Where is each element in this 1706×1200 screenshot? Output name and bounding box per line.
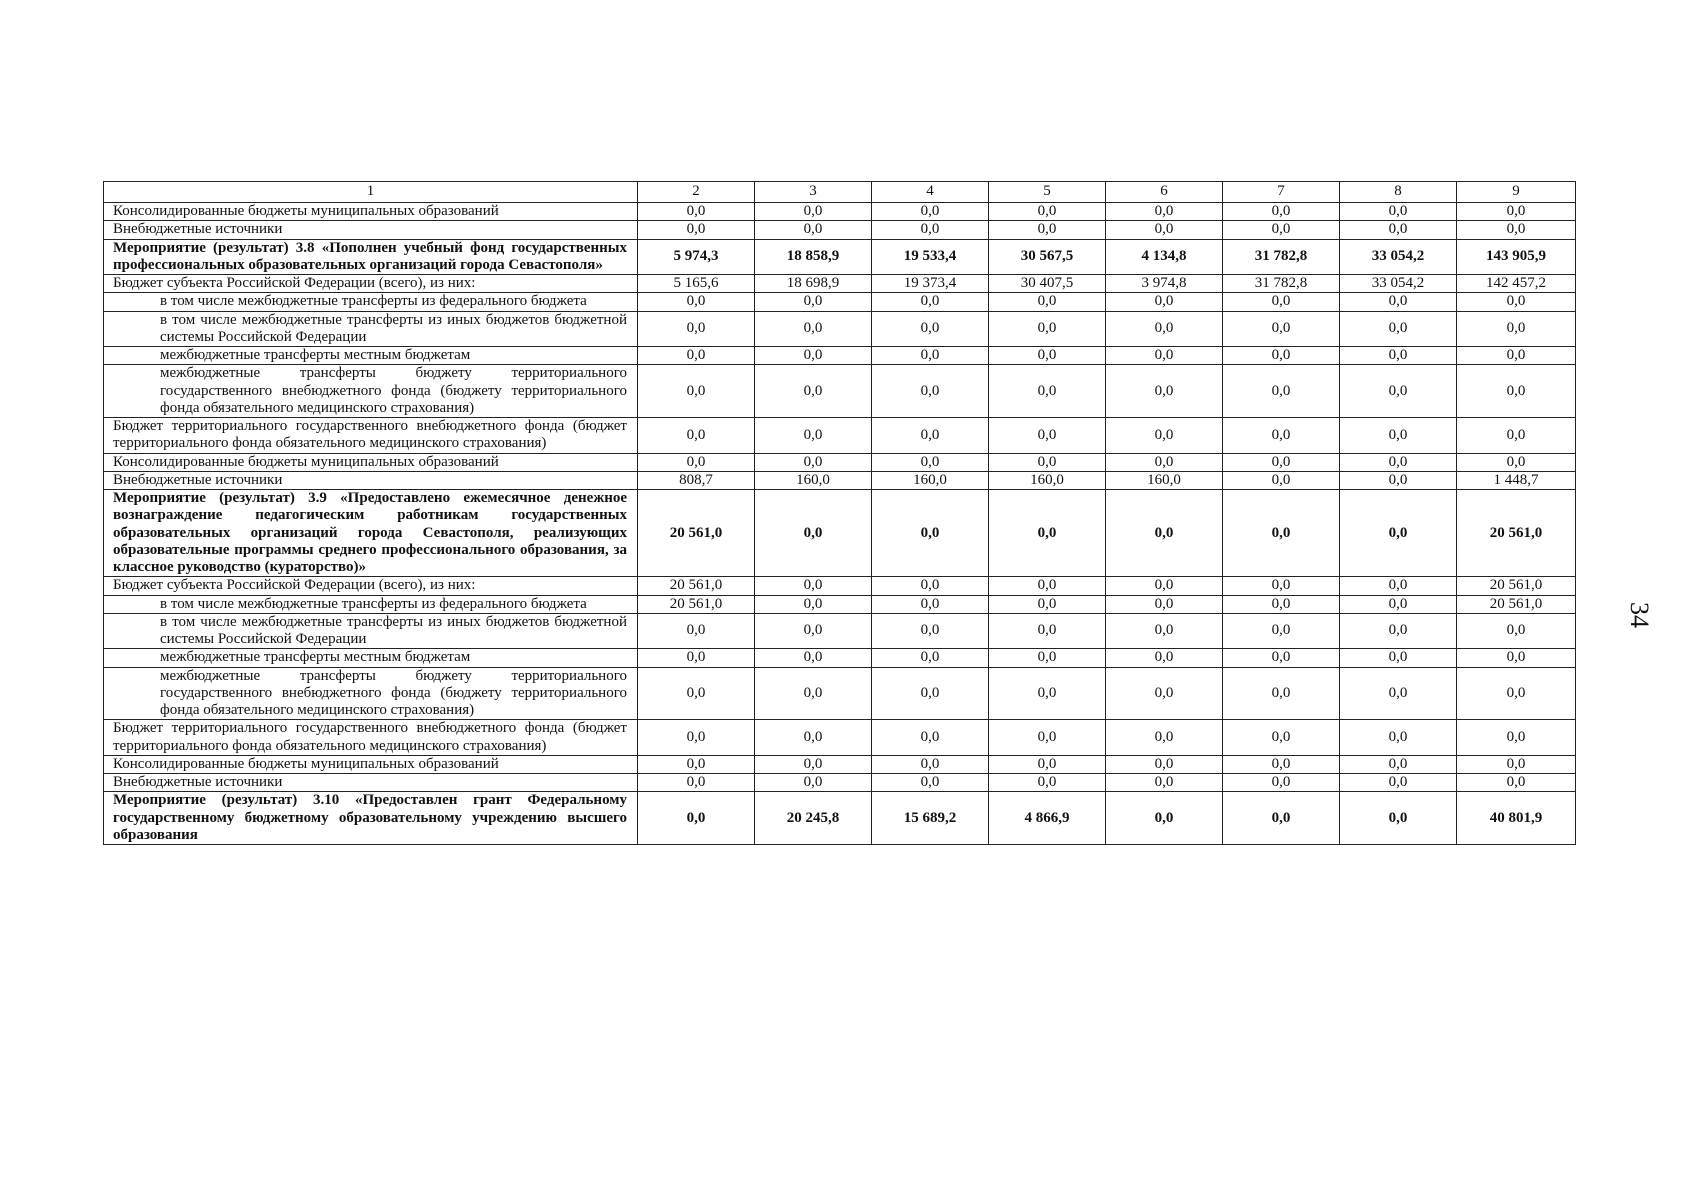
- value-cell: 0,0: [1457, 613, 1576, 649]
- value-cell: 15 689,2: [872, 792, 989, 845]
- value-cell: 0,0: [638, 667, 755, 720]
- value-cell: 0,0: [872, 613, 989, 649]
- value-cell: 0,0: [1106, 293, 1223, 311]
- value-cell: 160,0: [872, 471, 989, 489]
- table-row: [104, 490, 1576, 577]
- row-label: Внебюджетные источники: [104, 774, 638, 792]
- value-cell: 0,0: [989, 221, 1106, 239]
- value-cell: 0,0: [1340, 667, 1457, 720]
- value-cell: 0,0: [1106, 577, 1223, 595]
- value-cell: 0,0: [1223, 755, 1340, 773]
- value-cell: 0,0: [1223, 418, 1340, 454]
- value-cell: 808,7: [638, 471, 755, 489]
- row-label: Бюджет территориального государственного внебюджетного фонда (бюджет территориального фонда обязательного медицинского страхования): [104, 720, 638, 756]
- row-label: Консолидированные бюджеты муниципальных образований: [104, 203, 638, 221]
- value-cell: 0,0: [1457, 347, 1576, 365]
- value-cell: 0,0: [872, 347, 989, 365]
- row-label: Внебюджетные источники: [104, 471, 638, 489]
- value-cell: 0,0: [638, 755, 755, 773]
- value-cell: 20 561,0: [638, 595, 755, 613]
- value-cell: 0,0: [872, 203, 989, 221]
- value-cell: 0,0: [989, 293, 1106, 311]
- value-cell: 0,0: [755, 418, 872, 454]
- value-cell: 0,0: [1457, 667, 1576, 720]
- value-cell: 0,0: [1223, 471, 1340, 489]
- value-cell: 30 407,5: [989, 275, 1106, 293]
- value-cell: 0,0: [1340, 471, 1457, 489]
- value-cell: 0,0: [872, 595, 989, 613]
- value-cell: 0,0: [872, 453, 989, 471]
- column-number-8: 8: [1340, 182, 1457, 203]
- value-cell: 20 245,8: [755, 792, 872, 845]
- table-row: [104, 347, 1576, 365]
- value-cell: 20 561,0: [638, 577, 755, 595]
- value-cell: 0,0: [1340, 293, 1457, 311]
- budget-table: [103, 181, 1576, 845]
- value-cell: 0,0: [755, 649, 872, 667]
- value-cell: 0,0: [1223, 667, 1340, 720]
- value-cell: 0,0: [872, 311, 989, 347]
- column-number-1: 1: [104, 182, 638, 203]
- table-row: [104, 755, 1576, 773]
- value-cell: 0,0: [1340, 365, 1457, 418]
- table-row: [104, 649, 1576, 667]
- value-cell: 0,0: [1457, 720, 1576, 756]
- value-cell: 0,0: [1223, 365, 1340, 418]
- value-cell: 5 974,3: [638, 239, 755, 275]
- header-row: [104, 182, 1576, 203]
- row-label: межбюджетные трансферты местным бюджетам: [104, 347, 638, 365]
- value-cell: 0,0: [1457, 755, 1576, 773]
- value-cell: 20 561,0: [1457, 490, 1576, 577]
- value-cell: 0,0: [1340, 311, 1457, 347]
- page-number: 34: [1625, 602, 1654, 628]
- value-cell: 0,0: [1457, 221, 1576, 239]
- value-cell: 0,0: [755, 221, 872, 239]
- value-cell: 0,0: [1223, 293, 1340, 311]
- row-label: межбюджетные трансферты местным бюджетам: [104, 649, 638, 667]
- row-label: в том числе межбюджетные трансферты из иных бюджетов бюджетной системы Российской Федерации: [104, 613, 638, 649]
- value-cell: 0,0: [638, 203, 755, 221]
- value-cell: 0,0: [1106, 755, 1223, 773]
- value-cell: 0,0: [1223, 595, 1340, 613]
- value-cell: 20 561,0: [1457, 577, 1576, 595]
- column-number-6: 6: [1106, 182, 1223, 203]
- table-row: [104, 203, 1576, 221]
- table-row: [104, 293, 1576, 311]
- value-cell: 0,0: [1106, 667, 1223, 720]
- value-cell: 0,0: [872, 577, 989, 595]
- value-cell: 0,0: [638, 365, 755, 418]
- value-cell: 0,0: [755, 203, 872, 221]
- value-cell: 3 974,8: [1106, 275, 1223, 293]
- value-cell: 0,0: [1106, 720, 1223, 756]
- value-cell: 0,0: [872, 490, 989, 577]
- table-row: [104, 453, 1576, 471]
- table-row: [104, 613, 1576, 649]
- value-cell: 0,0: [1106, 203, 1223, 221]
- value-cell: 0,0: [872, 667, 989, 720]
- value-cell: 0,0: [872, 649, 989, 667]
- value-cell: 0,0: [755, 774, 872, 792]
- table-row: [104, 418, 1576, 454]
- row-label: Мероприятие (результат) 3.10 «Предоставлен грант Федеральному государственному бюджетному образовательному учреждению высшего образования: [104, 792, 638, 845]
- table-row: [104, 577, 1576, 595]
- value-cell: 0,0: [1457, 293, 1576, 311]
- value-cell: 0,0: [1106, 418, 1223, 454]
- value-cell: 0,0: [1223, 347, 1340, 365]
- table-row: [104, 365, 1576, 418]
- value-cell: 0,0: [989, 418, 1106, 454]
- value-cell: 0,0: [989, 595, 1106, 613]
- table-row: [104, 275, 1576, 293]
- value-cell: 20 561,0: [638, 490, 755, 577]
- value-cell: 0,0: [1457, 365, 1576, 418]
- value-cell: 0,0: [755, 293, 872, 311]
- value-cell: 0,0: [1223, 774, 1340, 792]
- value-cell: 0,0: [989, 365, 1106, 418]
- value-cell: 0,0: [638, 720, 755, 756]
- value-cell: 0,0: [1340, 221, 1457, 239]
- value-cell: 0,0: [872, 293, 989, 311]
- value-cell: 19 373,4: [872, 275, 989, 293]
- value-cell: 33 054,2: [1340, 275, 1457, 293]
- value-cell: 0,0: [1340, 720, 1457, 756]
- value-cell: 0,0: [989, 755, 1106, 773]
- value-cell: 0,0: [1457, 203, 1576, 221]
- row-label: в том числе межбюджетные трансферты из федерального бюджета: [104, 293, 638, 311]
- row-label: Бюджет территориального государственного внебюджетного фонда (бюджет территориального фонда обязательного медицинского страхования): [104, 418, 638, 454]
- row-label: в том числе межбюджетные трансферты из иных бюджетов бюджетной системы Российской Федерации: [104, 311, 638, 347]
- value-cell: 0,0: [1340, 755, 1457, 773]
- value-cell: 0,0: [1223, 221, 1340, 239]
- value-cell: 0,0: [638, 221, 755, 239]
- value-cell: 0,0: [1457, 418, 1576, 454]
- value-cell: 0,0: [755, 720, 872, 756]
- value-cell: 0,0: [638, 774, 755, 792]
- value-cell: 0,0: [1106, 595, 1223, 613]
- value-cell: 0,0: [872, 755, 989, 773]
- value-cell: 0,0: [755, 613, 872, 649]
- value-cell: 0,0: [1223, 311, 1340, 347]
- value-cell: 0,0: [989, 577, 1106, 595]
- value-cell: 0,0: [1457, 453, 1576, 471]
- value-cell: 31 782,8: [1223, 239, 1340, 275]
- value-cell: 0,0: [1340, 577, 1457, 595]
- value-cell: 0,0: [1223, 490, 1340, 577]
- value-cell: 0,0: [1106, 490, 1223, 577]
- table-row: [104, 311, 1576, 347]
- value-cell: 0,0: [1223, 203, 1340, 221]
- value-cell: 0,0: [1106, 311, 1223, 347]
- value-cell: 0,0: [989, 613, 1106, 649]
- value-cell: 0,0: [872, 720, 989, 756]
- value-cell: 0,0: [1223, 453, 1340, 471]
- table-row: [104, 720, 1576, 756]
- value-cell: 0,0: [1340, 792, 1457, 845]
- row-label: Внебюджетные источники: [104, 221, 638, 239]
- value-cell: 0,0: [638, 347, 755, 365]
- value-cell: 0,0: [1106, 453, 1223, 471]
- column-number-9: 9: [1457, 182, 1576, 203]
- column-number-7: 7: [1223, 182, 1340, 203]
- table-body: [104, 182, 1576, 845]
- value-cell: 0,0: [1106, 792, 1223, 845]
- value-cell: 160,0: [755, 471, 872, 489]
- value-cell: 160,0: [989, 471, 1106, 489]
- value-cell: 143 905,9: [1457, 239, 1576, 275]
- value-cell: 33 054,2: [1340, 239, 1457, 275]
- value-cell: 0,0: [638, 792, 755, 845]
- value-cell: 0,0: [638, 418, 755, 454]
- column-number-5: 5: [989, 182, 1106, 203]
- value-cell: 0,0: [1223, 649, 1340, 667]
- value-cell: 0,0: [989, 311, 1106, 347]
- value-cell: 160,0: [1106, 471, 1223, 489]
- value-cell: 0,0: [755, 365, 872, 418]
- value-cell: 0,0: [1223, 613, 1340, 649]
- value-cell: 0,0: [1340, 490, 1457, 577]
- row-label: в том числе межбюджетные трансферты из федерального бюджета: [104, 595, 638, 613]
- value-cell: 0,0: [1340, 595, 1457, 613]
- value-cell: 4 134,8: [1106, 239, 1223, 275]
- value-cell: 0,0: [755, 667, 872, 720]
- value-cell: 0,0: [1340, 774, 1457, 792]
- column-number-3: 3: [755, 182, 872, 203]
- value-cell: 0,0: [989, 720, 1106, 756]
- value-cell: 0,0: [755, 453, 872, 471]
- value-cell: 0,0: [1106, 774, 1223, 792]
- value-cell: 0,0: [638, 293, 755, 311]
- table-row: [104, 595, 1576, 613]
- value-cell: 0,0: [755, 311, 872, 347]
- row-label: Мероприятие (результат) 3.9 «Предоставлено ежемесячное денежное вознаграждение педагогическим работникам государственных образовательных организаций города Севастополя, реализующих образовательные программы среднего профессионального образования, за классное руководство (кураторство)»: [104, 490, 638, 577]
- value-cell: 0,0: [755, 755, 872, 773]
- value-cell: 40 801,9: [1457, 792, 1576, 845]
- value-cell: 19 533,4: [872, 239, 989, 275]
- column-number-4: 4: [872, 182, 989, 203]
- column-number-2: 2: [638, 182, 755, 203]
- value-cell: 0,0: [755, 490, 872, 577]
- row-label: межбюджетные трансферты бюджету территориального государственного внебюджетного фонда (бюджету территориального фонда обязательного медицинского страхования): [104, 667, 638, 720]
- value-cell: 0,0: [1106, 613, 1223, 649]
- value-cell: 0,0: [989, 649, 1106, 667]
- row-label: Консолидированные бюджеты муниципальных образований: [104, 755, 638, 773]
- value-cell: 0,0: [1106, 365, 1223, 418]
- value-cell: 0,0: [1106, 649, 1223, 667]
- value-cell: 0,0: [872, 221, 989, 239]
- table-row: [104, 239, 1576, 275]
- value-cell: 18 858,9: [755, 239, 872, 275]
- value-cell: 0,0: [638, 311, 755, 347]
- value-cell: 142 457,2: [1457, 275, 1576, 293]
- table-row: [104, 774, 1576, 792]
- value-cell: 0,0: [1106, 347, 1223, 365]
- value-cell: 5 165,6: [638, 275, 755, 293]
- value-cell: 18 698,9: [755, 275, 872, 293]
- value-cell: 1 448,7: [1457, 471, 1576, 489]
- value-cell: 0,0: [1457, 774, 1576, 792]
- value-cell: 0,0: [1223, 720, 1340, 756]
- table-row: [104, 221, 1576, 239]
- value-cell: 0,0: [989, 490, 1106, 577]
- value-cell: 0,0: [1340, 203, 1457, 221]
- value-cell: 0,0: [1340, 347, 1457, 365]
- value-cell: 0,0: [872, 774, 989, 792]
- value-cell: 20 561,0: [1457, 595, 1576, 613]
- value-cell: 0,0: [872, 365, 989, 418]
- value-cell: 0,0: [1340, 613, 1457, 649]
- value-cell: 30 567,5: [989, 239, 1106, 275]
- row-label: Консолидированные бюджеты муниципальных образований: [104, 453, 638, 471]
- row-label: Бюджет субъекта Российской Федерации (всего), из них:: [104, 577, 638, 595]
- value-cell: 0,0: [638, 649, 755, 667]
- value-cell: 0,0: [1340, 418, 1457, 454]
- value-cell: 0,0: [1223, 577, 1340, 595]
- value-cell: 0,0: [638, 613, 755, 649]
- value-cell: 0,0: [1457, 311, 1576, 347]
- value-cell: 0,0: [989, 203, 1106, 221]
- value-cell: 0,0: [1340, 649, 1457, 667]
- value-cell: 0,0: [755, 347, 872, 365]
- value-cell: 0,0: [872, 418, 989, 454]
- table-row: [104, 471, 1576, 489]
- value-cell: 0,0: [1106, 221, 1223, 239]
- table-row: [104, 667, 1576, 720]
- value-cell: 0,0: [989, 774, 1106, 792]
- value-cell: 0,0: [989, 667, 1106, 720]
- value-cell: 0,0: [1457, 649, 1576, 667]
- row-label: Бюджет субъекта Российской Федерации (всего), из них:: [104, 275, 638, 293]
- value-cell: 0,0: [1223, 792, 1340, 845]
- value-cell: 0,0: [638, 453, 755, 471]
- row-label: межбюджетные трансферты бюджету территориального государственного внебюджетного фонда (бюджету территориального фонда обязательного медицинского страхования): [104, 365, 638, 418]
- value-cell: 4 866,9: [989, 792, 1106, 845]
- table-row: [104, 792, 1576, 845]
- value-cell: 0,0: [755, 577, 872, 595]
- value-cell: 0,0: [755, 595, 872, 613]
- value-cell: 0,0: [1340, 453, 1457, 471]
- row-label: Мероприятие (результат) 3.8 «Пополнен учебный фонд государственных профессиональных образовательных организаций города Севастополя»: [104, 239, 638, 275]
- value-cell: 0,0: [989, 453, 1106, 471]
- value-cell: 31 782,8: [1223, 275, 1340, 293]
- value-cell: 0,0: [989, 347, 1106, 365]
